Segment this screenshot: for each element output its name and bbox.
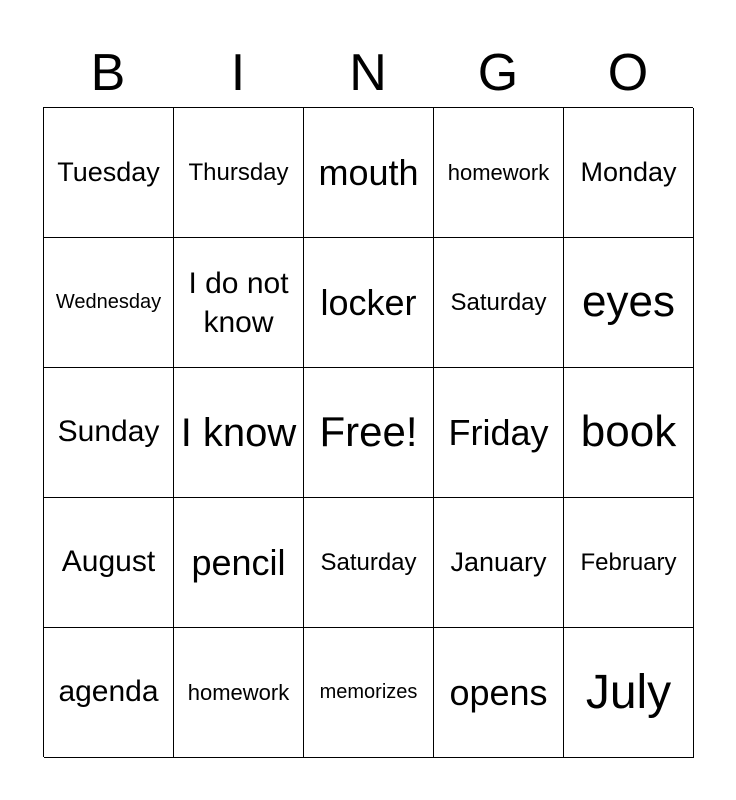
cell-text: February bbox=[580, 548, 677, 576]
bingo-board bbox=[43, 107, 693, 757]
bingo-cell[interactable] bbox=[564, 238, 694, 368]
cell-text: pencil bbox=[191, 541, 286, 583]
cell-text: Thursday bbox=[188, 158, 289, 186]
bingo-cell[interactable] bbox=[174, 238, 304, 368]
header-letter-o: O bbox=[607, 44, 649, 102]
bingo-cell[interactable] bbox=[44, 108, 174, 238]
cell-text: Wednesday bbox=[55, 291, 162, 313]
bingo-cell[interactable] bbox=[174, 498, 304, 628]
bingo-cell[interactable] bbox=[44, 498, 174, 628]
cell-text: agenda bbox=[58, 675, 159, 709]
bingo-cell[interactable] bbox=[174, 368, 304, 498]
cell-text: memorizes bbox=[319, 681, 418, 703]
bingo-cell[interactable] bbox=[44, 628, 174, 758]
cell-text: January bbox=[450, 546, 547, 577]
cell-text: Sunday bbox=[57, 415, 160, 449]
bingo-cell[interactable] bbox=[174, 108, 304, 238]
free-space-cell[interactable] bbox=[304, 368, 434, 498]
bingo-cell[interactable] bbox=[44, 238, 174, 368]
header-letter-i: I bbox=[230, 44, 246, 102]
header-letter-g: G bbox=[477, 44, 519, 102]
cell-text: Saturday bbox=[450, 288, 547, 316]
cell-text: locker bbox=[320, 281, 417, 323]
cell-text: Tuesday bbox=[57, 156, 160, 187]
bingo-cell[interactable] bbox=[434, 108, 564, 238]
cell-text: opens bbox=[449, 671, 548, 713]
cell-text: I do not know bbox=[188, 266, 289, 339]
cell-text: July bbox=[585, 665, 672, 719]
cell-text: I know bbox=[180, 410, 297, 455]
cell-text: eyes bbox=[582, 277, 675, 327]
cell-text: book bbox=[580, 407, 677, 457]
bingo-cell[interactable] bbox=[304, 498, 434, 628]
cell-text: Free! bbox=[319, 408, 418, 456]
cell-text: mouth bbox=[318, 151, 419, 193]
bingo-cell[interactable] bbox=[434, 498, 564, 628]
cell-text: homework bbox=[187, 679, 290, 705]
bingo-cell[interactable] bbox=[564, 498, 694, 628]
bingo-cell[interactable] bbox=[564, 628, 694, 758]
header-letter-n: N bbox=[349, 44, 387, 102]
header-letter-b: B bbox=[90, 44, 126, 102]
bingo-header bbox=[43, 40, 693, 106]
bingo-cell[interactable] bbox=[564, 368, 694, 498]
bingo-cell[interactable] bbox=[434, 368, 564, 498]
bingo-cell[interactable] bbox=[304, 108, 434, 238]
cell-text: homework bbox=[447, 159, 550, 185]
cell-text: Saturday bbox=[320, 548, 417, 576]
cell-text: Monday bbox=[580, 156, 677, 187]
bingo-cell[interactable] bbox=[44, 368, 174, 498]
bingo-cell[interactable] bbox=[564, 108, 694, 238]
cell-text: August bbox=[61, 545, 156, 579]
bingo-cell[interactable] bbox=[434, 628, 564, 758]
bingo-cell[interactable] bbox=[174, 628, 304, 758]
bingo-cell[interactable] bbox=[304, 238, 434, 368]
cell-text: Friday bbox=[448, 411, 549, 453]
bingo-cell[interactable] bbox=[434, 238, 564, 368]
bingo-cell[interactable] bbox=[304, 628, 434, 758]
